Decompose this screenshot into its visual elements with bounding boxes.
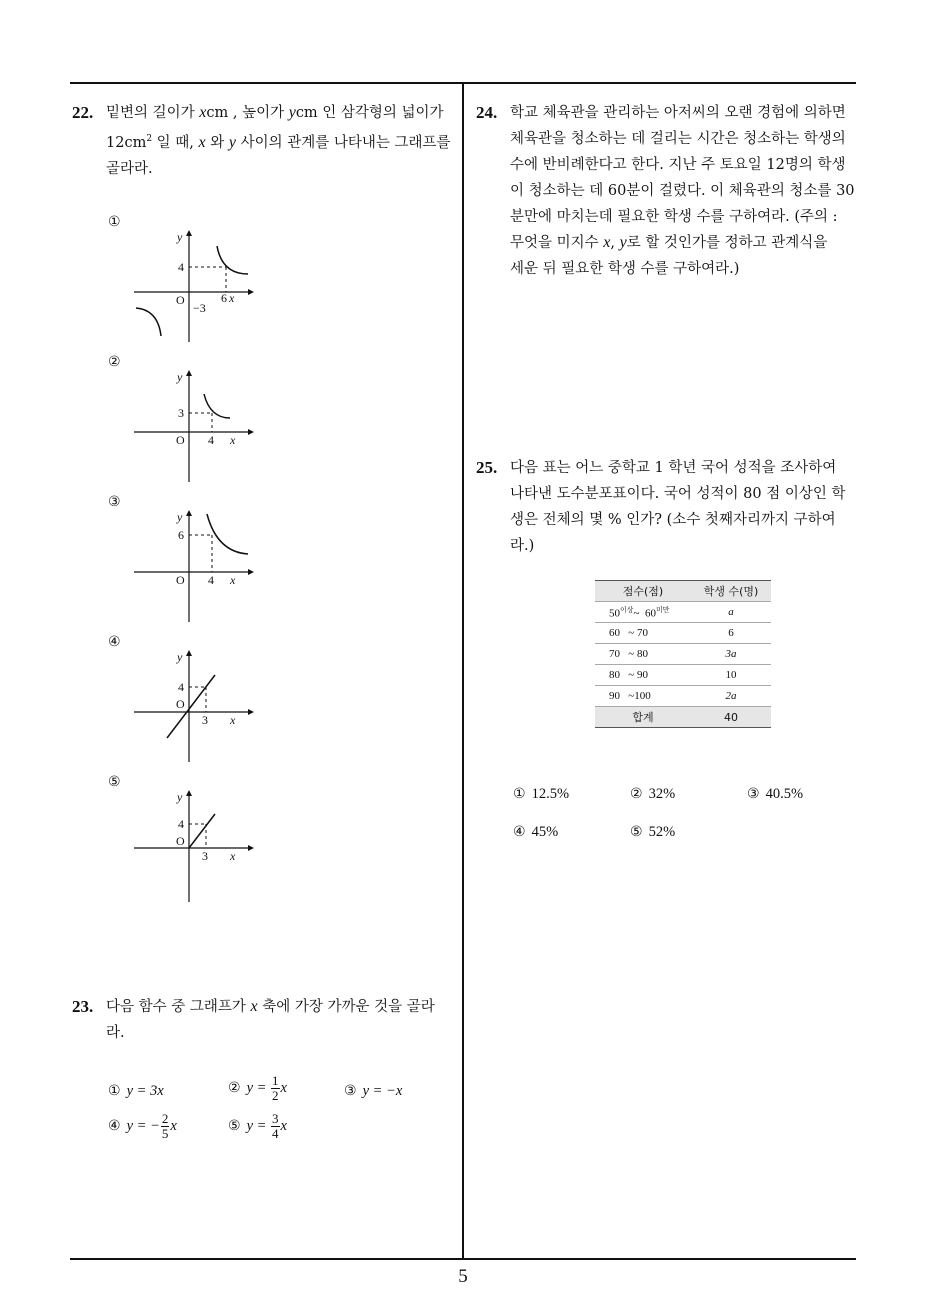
table-header-students: 학생 수(명) — [691, 581, 771, 602]
table-header-row — [595, 581, 771, 602]
table-row — [595, 644, 771, 665]
q22-option-3-graph — [130, 506, 270, 626]
q22-option-3-number[interactable]: ③ — [108, 494, 121, 510]
table-header-score: 점수(점) — [595, 581, 691, 602]
bottom-rule — [70, 1258, 856, 1260]
q25-option-5[interactable]: ⑤ 52% — [630, 824, 676, 840]
svg-text:6: 6 — [178, 528, 184, 542]
q22-option-2-graph — [130, 366, 270, 486]
q25-option-2[interactable]: ② 32% — [630, 786, 676, 802]
table-cell-range: 70 ~ 80 — [595, 644, 691, 665]
q23-option-2[interactable]: ② y = $\frac{1}{2}$ x — [228, 1073, 287, 1103]
table-row — [595, 602, 771, 623]
svg-text:x: x — [230, 849, 236, 863]
q23-option-1[interactable]: ① y = 3x — [108, 1083, 164, 1099]
table-row — [595, 665, 771, 686]
svg-text:4: 4 — [208, 573, 214, 587]
table-cell-count: a — [691, 602, 771, 623]
q25-option-1[interactable]: ① 12.5% — [513, 786, 570, 802]
question-24-text: 학교 체육관을 관리하는 아저씨의 오랜 경험에 의하면 체육관을 청소하는 데 걸리는 시간은 청소하는 학생의 수에 반비례한다고 한다. 지난 주 토요일 12명의 학생 이 청소하는 데 60분이 걸렸다. 이 체육관의 청소를 30 분만에 마치는데 필요한 학생 수를 구하여라. (주의 : 무엇을 미지수 x, y로 할 것인가를 정하고 관계식을 세운 뒤 필요한 학생 수를 구하여라.) — [510, 105, 855, 277]
q23-option-4[interactable]: ④ y = − $\frac{2}{5}$ x — [108, 1111, 177, 1141]
table-cell-count: 6 — [691, 623, 771, 644]
table-cell-range: $50^{이상}\sim$ $60^{미만}$ — [595, 602, 691, 623]
q22-option-4-number[interactable]: ④ — [108, 634, 121, 650]
svg-text:x: x — [230, 713, 236, 727]
table-cell-count: 3a — [691, 644, 771, 665]
q25-option-4[interactable]: ④ 45% — [513, 824, 559, 840]
question-24-number: 24. — [476, 103, 498, 122]
svg-text:O: O — [176, 293, 185, 307]
q22-option-5-number[interactable]: ⑤ — [108, 774, 121, 790]
q23-option-5[interactable]: ⑤ y = $\frac{3}{4}$ x — [228, 1111, 287, 1141]
column-divider — [462, 82, 464, 1260]
q22-option-2-number[interactable]: ② — [108, 354, 121, 370]
question-23-number: 23. — [72, 997, 94, 1016]
svg-text:y: y — [177, 650, 183, 664]
question-25-text: 다음 표는 어느 중학교 1 학년 국어 성적을 조사하여 나타낸 도수분포표이다. 국어 성적이 80 점 이상인 학 생은 전체의 몇 % 인가? (소수 첫째자리까지 구하여 라.) — [510, 460, 846, 554]
svg-text:y: y — [177, 510, 183, 524]
q22-option-1-number[interactable]: ① — [108, 214, 121, 230]
svg-text:x: x — [230, 573, 236, 587]
table-row — [595, 686, 771, 707]
frequency-table — [595, 580, 771, 728]
q22-option-4-graph — [130, 646, 270, 766]
table-cell-count: 10 — [691, 665, 771, 686]
svg-text:O: O — [176, 573, 185, 587]
svg-text:3: 3 — [202, 713, 208, 727]
q22-option-5-graph — [130, 786, 270, 906]
svg-text:3: 3 — [202, 849, 208, 863]
table-total-label: 합계 — [595, 707, 691, 728]
q25-option-3[interactable]: ③ 40.5% — [747, 786, 804, 802]
page-number: 5 — [458, 1266, 468, 1287]
svg-text:x: x — [229, 291, 235, 305]
svg-text:x: x — [230, 433, 236, 447]
svg-text:4: 4 — [178, 260, 184, 274]
table-cell-range: 90 ~100 — [595, 686, 691, 707]
svg-text:y: y — [177, 790, 183, 804]
table-cell-range: 80 ~ 90 — [595, 665, 691, 686]
table-total-value: 40 — [691, 707, 771, 728]
svg-text:O: O — [176, 433, 185, 447]
svg-text:−3: −3 — [193, 301, 206, 315]
question-22-text: 밑변의 길이가 xcm , 높이가 ycm 인 삼각형의 넓이가 $12cm^2$ 일 때, x 와 y 사이의 관계를 나타내는 그래프를 골라라. — [106, 104, 451, 177]
question-23-text: 다음 함수 중 그래프가 x 축에 가장 가까운 것을 골라 라. — [106, 998, 435, 1041]
table-row — [595, 623, 771, 644]
svg-text:y: y — [177, 370, 183, 384]
question-22-number: 22. — [72, 103, 94, 122]
q22-option-1-graph — [130, 226, 270, 346]
svg-text:y: y — [177, 230, 183, 244]
table-total-row — [595, 707, 771, 728]
svg-text:4: 4 — [208, 433, 214, 447]
question-25-number: 25. — [476, 458, 498, 477]
svg-text:6: 6 — [221, 291, 227, 305]
table-cell-count: 2a — [691, 686, 771, 707]
table-cell-range: 60 ~ 70 — [595, 623, 691, 644]
svg-text:3: 3 — [178, 406, 184, 420]
svg-text:4: 4 — [178, 817, 184, 831]
svg-text:4: 4 — [178, 680, 184, 694]
svg-text:O: O — [176, 697, 185, 711]
q23-option-3[interactable]: ③ y = −x — [344, 1083, 403, 1099]
svg-text:O: O — [176, 834, 185, 848]
